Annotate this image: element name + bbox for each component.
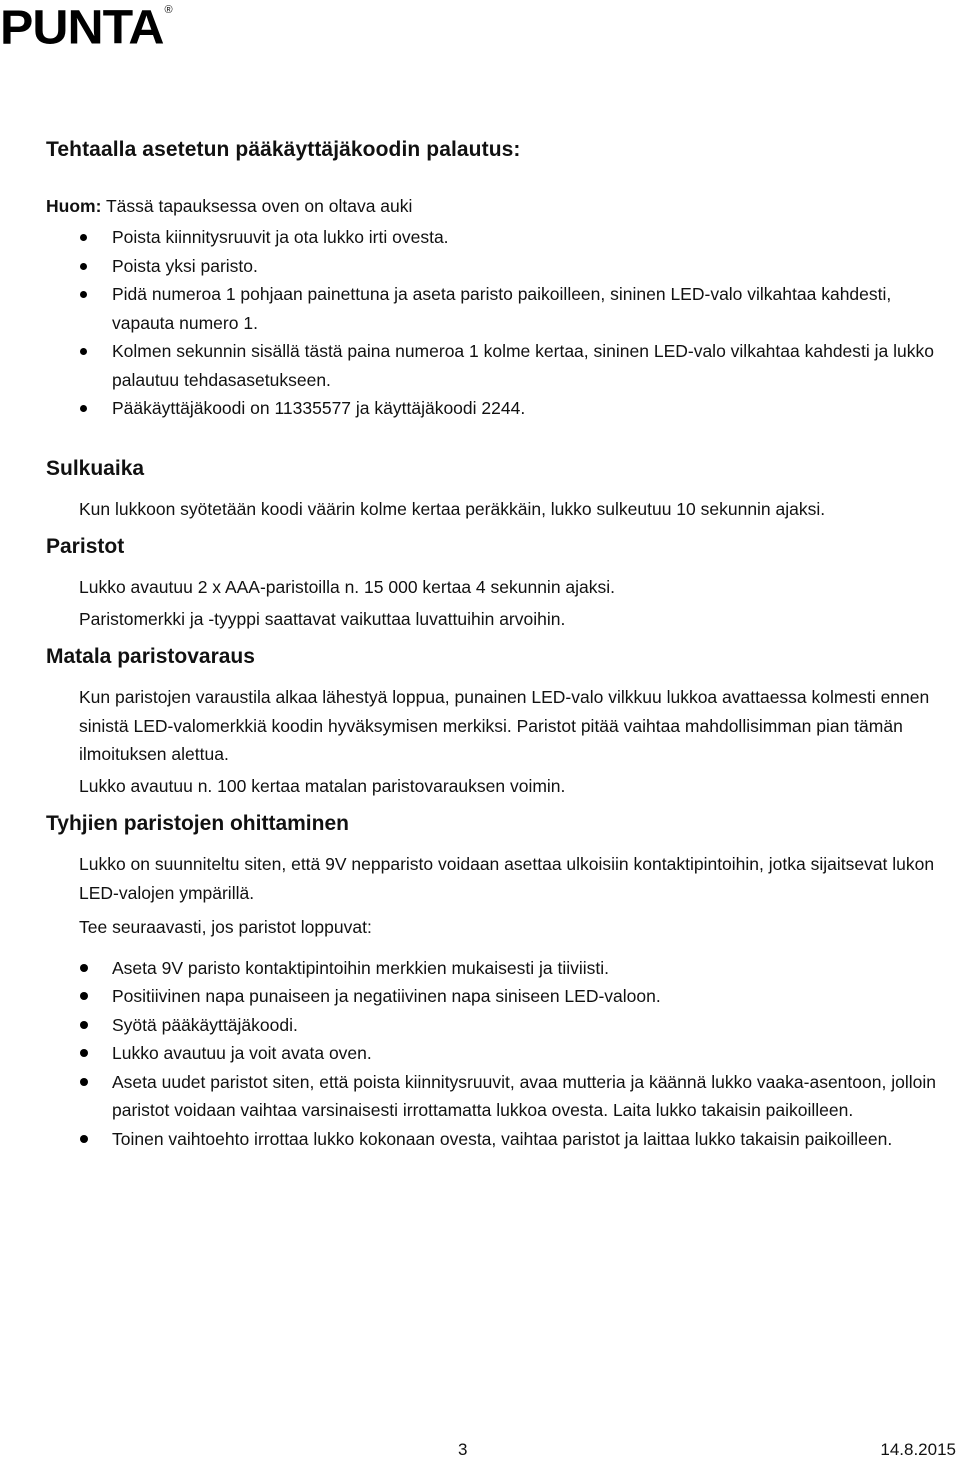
- note-text: Tässä tapauksessa oven on oltava auki: [101, 196, 413, 216]
- reset-steps-list: [46, 223, 951, 423]
- tyhjien-text-2: Tee seuraavasti, jos paristot loppuvat:: [79, 917, 372, 937]
- logo-wordmark: PUNTA: [0, 0, 164, 54]
- brand-logo: [0, 2, 173, 52]
- paristot-text-1: Lukko avautuu 2 x AAA-paristoilla n. 15 000 kertaa 4 sekunnin ajaksi.: [79, 577, 616, 597]
- list-item: Poista kiinnitysruuvit ja ota lukko irti ovesta.: [46, 223, 951, 252]
- list-item: Aseta uudet paristot siten, että poista kiinnitysruuvit, avaa mutteria ja käännä lukko vaaka-asentoon, jolloin paristot voidaan vaihtaa varsinaisesti irrottamatta lukkoa ovesta. Laita lukko takaisin paikoilleen.: [46, 1068, 951, 1125]
- section-heading-paristot: Paristot: [46, 535, 125, 558]
- list-item: Kolmen sekunnin sisällä tästä paina numeroa 1 kolme kertaa, sininen LED-valo vilkahtaa kahdesti ja lukko palautuu tehdasasetukseen.: [46, 337, 951, 394]
- list-item: Positiivinen napa punaiseen ja negatiivinen napa siniseen LED-valoon.: [46, 982, 951, 1011]
- list-item: Lukko avautuu ja voit avata oven.: [46, 1039, 951, 1068]
- section-heading-sulkuaika: Sulkuaika: [46, 456, 145, 480]
- section-heading-tyhjien: Tyhjien paristojen ohittaminen: [46, 812, 349, 835]
- document-body: [46, 138, 951, 1153]
- page-title: Tehtaalla asetetun pääkäyttäjäkoodin palautus:: [46, 138, 521, 161]
- list-item: Poista yksi paristo.: [46, 252, 951, 281]
- section-heading-matala: Matala paristovaraus: [46, 645, 255, 668]
- registered-mark: ®: [164, 4, 173, 16]
- footer-date: 14.8.2015: [880, 1440, 956, 1459]
- list-item: Aseta 9V paristo kontaktipintoihin merkkien mukaisesti ja tiiviisti.: [46, 954, 951, 983]
- bypass-steps-list: [46, 954, 951, 1154]
- matala-text-1: Kun paristojen varaustila alkaa lähestyä loppua, punainen LED-valo vilkkuu lukkoa avattaessa kolmesti ennen sinistä LED-valomerkkiä koodin hyväksymisen merkiksi. Paristot pitää vaihtaa mahdollisimman pian tämän ilmoituksen alettua.: [79, 687, 930, 764]
- list-item: Toinen vaihtoehto irrottaa lukko kokonaan ovesta, vaihtaa paristot ja laittaa lukko takaisin paikoilleen.: [46, 1125, 951, 1154]
- tyhjien-text-1: Lukko on suunniteltu siten, että 9V nepparisto voidaan asettaa ulkoisiin kontaktipintoihin, jotka sijaitsevat lukon LED-valojen ympärillä.: [79, 854, 935, 903]
- sulkuaika-text: Kun lukkoon syötetään koodi väärin kolme kertaa peräkkäin, lukko sulkeutuu 10 sekunnin ajaksi.: [79, 498, 826, 519]
- list-item: Pääkäyttäjäkoodi on 11335577 ja käyttäjäkoodi 2244.: [46, 394, 951, 423]
- list-item: Syötä pääkäyttäjäkoodi.: [46, 1011, 951, 1040]
- page-number: 3: [458, 1440, 468, 1459]
- list-item: Pidä numeroa 1 pohjaan painettuna ja aseta paristo paikoilleen, sininen LED-valo vilkahtaa kahdesti, vapauta numero 1.: [46, 280, 951, 337]
- matala-text-2: Lukko avautuu n. 100 kertaa matalan paristovarauksen voimin.: [79, 775, 566, 796]
- note: [46, 196, 951, 217]
- paristot-text-2: Paristomerkki ja -tyyppi saattavat vaikuttaa luvattuihin arvoihin.: [79, 608, 566, 629]
- note-label: Huom:: [46, 196, 102, 216]
